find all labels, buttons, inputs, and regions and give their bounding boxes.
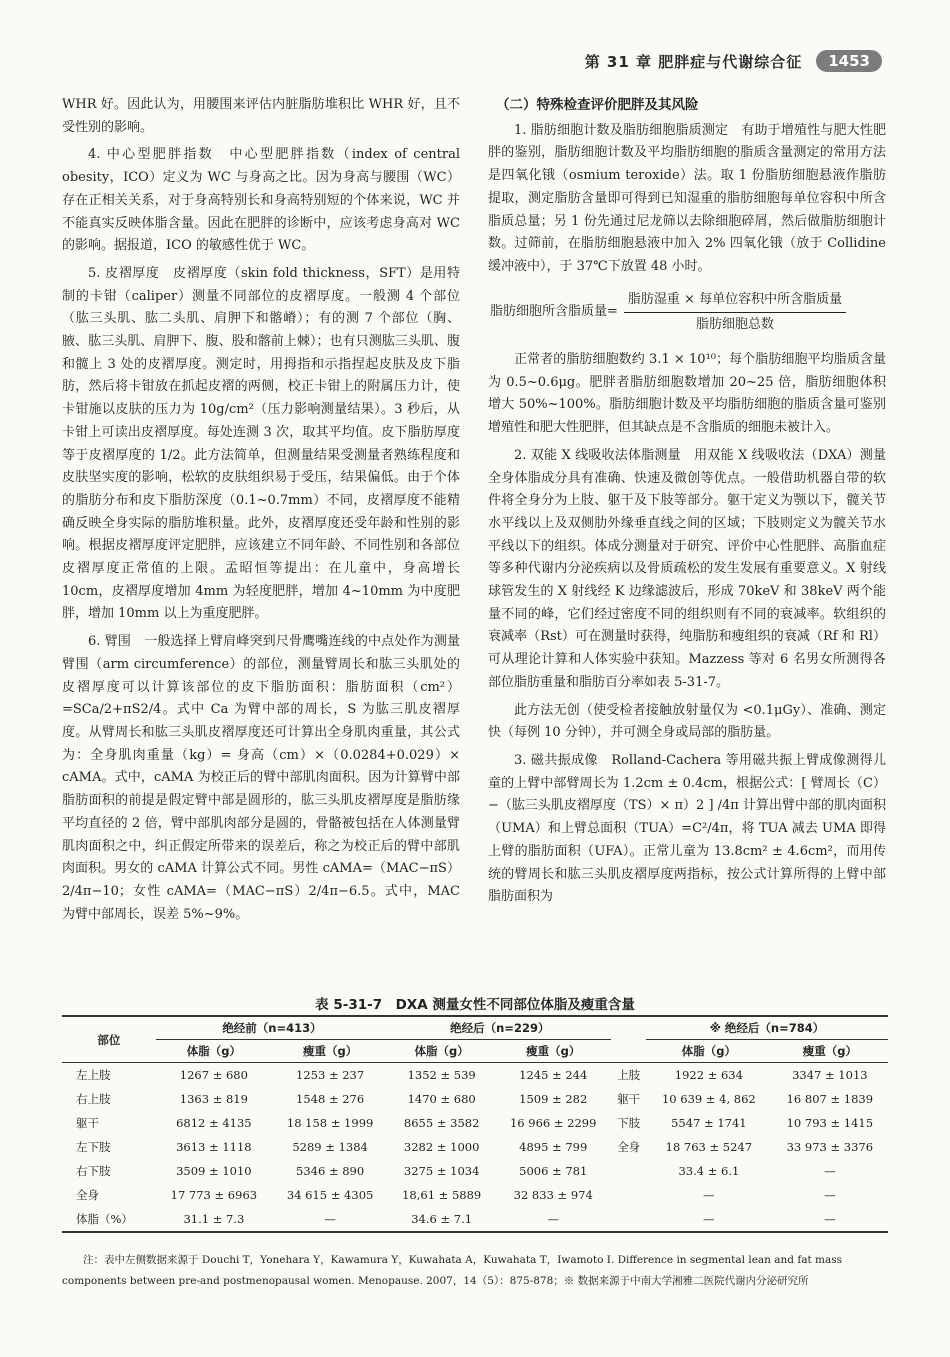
paragraph: WHR 好。因此认为，用腰围来评估内脏脂肪堆积比 WHR 好，且不受性别的影响。 xyxy=(62,97,460,135)
table-cell: 18 158 ± 1999 xyxy=(286,1116,374,1130)
table-row xyxy=(62,1159,888,1183)
table-cell: 躯干 xyxy=(617,1092,641,1106)
table-cell: 3275 ± 1034 xyxy=(403,1164,480,1178)
formula-lhs: 脂肪细胞所含脂质量= xyxy=(490,304,618,320)
table-cell: 1253 ± 237 xyxy=(272,1063,388,1088)
table-cell: 3613 ± 1118 xyxy=(176,1140,252,1154)
group-header: ※ 绝经后（n=784） xyxy=(646,1016,888,1040)
table-cell: 5346 ± 890 xyxy=(296,1164,365,1178)
paragraph: 此方法无创（使受检者接触放射量仅为 <0.1μGy）、准确、测定快（每例 10 分钟），并可测全身或局部的脂肪量。 xyxy=(488,702,886,741)
table-cell: 1267 ± 680 xyxy=(156,1063,272,1088)
sub-header: 瘦重（g） xyxy=(802,1044,857,1058)
table-cell: 6812 ± 4135 xyxy=(176,1116,252,1130)
table-cell: 16 966 ± 2299 xyxy=(509,1116,597,1130)
table-cell: 右下肢 xyxy=(76,1164,111,1178)
table-cell: 左下肢 xyxy=(76,1140,111,1154)
table-cell: 全身 xyxy=(76,1188,99,1202)
sub-header: 瘦重（g） xyxy=(526,1044,581,1058)
table-cell: — xyxy=(772,1207,888,1232)
formula xyxy=(490,289,886,337)
table-cell: 下肢 xyxy=(617,1116,641,1130)
table-cell: 18 763 ± 5247 xyxy=(665,1140,753,1154)
table-cell: 上肢 xyxy=(611,1063,646,1088)
dxa-table xyxy=(62,1015,888,1233)
table-row xyxy=(62,1111,888,1135)
table-cell: 34 615 ± 4305 xyxy=(286,1188,374,1202)
table-note xyxy=(62,1250,888,1292)
sub-header: 体脂（g） xyxy=(186,1044,241,1058)
section-heading: （二）特殊检查评价肥胖及其风险 xyxy=(496,97,699,113)
table-cell: 3347 ± 1013 xyxy=(772,1063,888,1088)
table-cell: 18,61 ± 5889 xyxy=(402,1188,482,1202)
paragraph: 2. 双能 X 线吸收法体脂测量 用双能 X 线吸收法（DXA）测量全身体脂成分具有准确、快速及微创等优点。一般借助机器自带的软件将全身分为上肢、躯干及下肢等部分。躯干定义为颚以下，髋关节水平线以上及双侧肋外缘垂直线之间的区域；下肢则定义为髋关节水平线以下的组织。体成分测量对于研究、评价中心性肥胖、高脂血症等多种代谢内分泌疾病以及骨质疏松的发生发展有重要意义。X 射线球管发生的 X 射线经 K 边缘滤波后，形成 70keV 和 38keV 两个能量不同的峰，它们经过密度不同的组织则有不同的衰减率。软组织的衰减率（Rst）可在测量时获得，纯脂肪和瘦组织的衰减（Rf 和 Rl）可从理论计算和人体实验中获知。Mazzess 等对 6 名男女所测得各部位脂肪重量和脂肪百分率如表 5-31-7。 xyxy=(488,447,886,690)
col-header-region: 部位 xyxy=(62,1016,156,1063)
group-header: 绝经后（n=229） xyxy=(388,1016,611,1040)
table-cell xyxy=(611,1207,646,1232)
paragraph: 3. 磁共振成像 Rolland-Cachera 等用磁共振上臂成像测得儿童的上臂中部臂周长为 1.2cm ± 0.4cm，根据公式：[ 臂周长（C）−（肱三头肌皮褶厚度（TS）× π）2 ] /4π 计算出臂中部的肌肉面积（UMA）和上臂总面积（TUA）=C²/4π，将 TUA 减去 UMA 即得上臂的脂肪面积（UFA）。正常儿童为 13.8cm² ± 4.6cm²，而用传统的臂周长和肱三头肌皮褶厚度两指标，按公式计算所得的上臂中部脂肪面积为 xyxy=(488,752,886,905)
table-cell: 33.4 ± 6.1 xyxy=(678,1164,740,1178)
table-cell: 10 793 ± 1415 xyxy=(786,1116,874,1130)
table-cell: 5289 ± 1384 xyxy=(292,1140,368,1154)
table-cell: — xyxy=(703,1188,715,1202)
table-cell: 1922 ± 634 xyxy=(646,1063,772,1088)
table-cell: 1470 ± 680 xyxy=(407,1092,476,1106)
table-cell: — xyxy=(646,1207,772,1232)
table-cell: 17 773 ± 6963 xyxy=(170,1188,258,1202)
table-cell: 31.1 ± 7.3 xyxy=(156,1207,272,1232)
table-cell: 躯干 xyxy=(76,1116,99,1130)
formula-denominator: 脂肪细胞总数 xyxy=(695,317,774,333)
sub-header: 体脂（g） xyxy=(681,1044,736,1058)
table-cell: 3282 ± 1000 xyxy=(403,1140,480,1154)
sub-header: 体脂（g） xyxy=(414,1044,469,1058)
running-header xyxy=(585,50,882,72)
table-cell: 16 807 ± 1839 xyxy=(786,1092,874,1106)
table-cell: 1245 ± 244 xyxy=(495,1063,611,1088)
table-cell: 体脂（%） xyxy=(62,1207,156,1232)
paragraph: 4. 中心型肥胖指数 中心型肥胖指数（index of central obesity，ICO）定义为 WC 与身高之比。因为身高与腰围（WC）存在正相关关系，对于身高特别长和身高特别短的个体来说，WC 并不能真实反映体脂含量。因此在肥胖的诊断中，应该考虑身高对 WC 的影响。据报道，ICO 的敏感性优于 WC。 xyxy=(62,147,460,254)
table-cell: 1509 ± 282 xyxy=(519,1092,588,1106)
table-row xyxy=(62,1135,888,1159)
table-cell: 8655 ± 3582 xyxy=(403,1116,480,1130)
table-cell: 32 833 ± 974 xyxy=(513,1188,593,1202)
table-caption: 表 5-31-7 DXA 测量女性不同部位体脂及瘦重含量 xyxy=(315,997,635,1013)
table-cell: — xyxy=(824,1164,836,1178)
table-cell xyxy=(611,1159,646,1183)
table-cell: 33 973 ± 3376 xyxy=(786,1140,874,1154)
table-row xyxy=(62,1183,888,1207)
table-cell: — xyxy=(495,1207,611,1232)
table-cell: 4895 ± 799 xyxy=(519,1140,588,1154)
table-body xyxy=(62,1063,888,1233)
table-cell: 右上肢 xyxy=(76,1092,111,1106)
formula-fraction xyxy=(624,289,846,337)
right-column xyxy=(488,94,886,914)
left-column xyxy=(62,94,460,931)
table-cell: 全身 xyxy=(617,1140,641,1154)
table-cell: 3509 ± 1010 xyxy=(176,1164,252,1178)
table-cell xyxy=(611,1183,646,1207)
sub-header: 瘦重（g） xyxy=(302,1044,358,1058)
table-cell: 34.6 ± 7.1 xyxy=(388,1207,495,1232)
table-cell: — xyxy=(272,1207,388,1232)
table-cell: 5006 ± 781 xyxy=(519,1164,588,1178)
paragraph: 正常者的脂肪细胞数约 3.1 × 10¹⁰；每个脂肪细胞平均脂质含量为 0.5~0.6μg。肥胖者脂肪细胞数增加 20~25 倍，脂肪细胞体积增大 50%~100%。脂肪细胞计数及平均脂肪细胞的脂质含量可鉴别增殖性和肥大性肥胖，但其缺点是不含脂质的细胞未被计入。 xyxy=(488,352,886,436)
table-cell: 10 639 ± 4, 862 xyxy=(661,1092,756,1106)
paragraph: 1. 脂肪细胞计数及脂肪细胞脂质测定 有助于增殖性与肥大性肥胖的鉴别，脂肪细胞计数及平均脂肪细胞的脂质含量测定的常用方法是四氧化锇（osmium teroxide）法。取 1 份脂肪细胞悬液作脂肪提取，测定脂肪含量即可得到已知湿重的脂肪细胞每单位容积中所含脂质总量；另 1 份先通过尼龙筛以去除细胞碎屑，然后做脂肪细胞计数。过筛前，在脂肪细胞悬液中加入 2% 四氧化锇（放于 Collidine 缓冲液中），于 37℃下放置 48 小时。 xyxy=(488,122,886,274)
chapter-title: 第 31 章 肥胖症与代谢综合征 xyxy=(584,52,803,71)
table-row xyxy=(62,1087,888,1111)
table-cell: 左上肢 xyxy=(62,1063,156,1088)
group-header: 绝经前（n=413） xyxy=(156,1016,389,1040)
page-number: 1453 xyxy=(816,50,882,72)
formula-numerator: 脂肪湿重 × 每单位容积中所含脂质量 xyxy=(624,289,846,314)
col-header-blank xyxy=(611,1016,646,1063)
paragraph: 5. 皮褶厚度 皮褶厚度（skin fold thickness，SFT）是用特制的卡钳（caliper）测量不同部位的皮褶厚度。一般测 4 个部位（肱三头肌、肱二头肌、肩胛下和髂嵴）；有的测 7 个部位（胸、腋、肱三头肌、肩胛下、腹、股和髂前上棘）；也有只测肱三头肌、腹和髋上 3 处的皮褶厚度。测定时，用拇指和示指捏起皮肤及皮下脂肪，然后将卡钳放在抓起皮褶的两侧，校正卡钳上的附属压力计，使卡钳施以皮肤的压力为 10g/cm²（压力影响测量结果）。3 秒后，从卡钳上可读出皮褶厚度。每处连测 3 次，取其平均值。皮下脂肪厚度等于皮褶厚度的 1/2。此方法简单，但测量结果受测量者熟练程度和皮肤坚实度的影响，松软的皮肤组织易于受压，结果偏低。由于个体的脂肪分布和皮下脂肪深度（0.1~0.7mm）不同，皮褶厚度不能精确反映全身实际的脂肪堆积量。此外，皮褶厚度还受年龄和性别的影响。根据皮褶厚度评定肥胖，应该建立不同年龄、不同性别和各部位皮褶厚度正常值的上限。孟昭恒等提出：在儿童中，身高增长 10cm，皮褶厚度增加 4mm 为轻度肥胖，增加 4~10mm 为中度肥胖，增加 10mm 以上为重度肥胖。 xyxy=(62,265,460,622)
table-cell: 1352 ± 539 xyxy=(388,1063,495,1088)
table-cell: — xyxy=(824,1188,836,1202)
paragraph: 6. 臂围 一般选择上臂肩峰突到尺骨鹰嘴连线的中点处作为测量臂围（arm circumference）的部位，测量臂周长和肱三头肌处的皮褶厚度可以计算该部位的皮下脂肪面积：脂肪面积（cm²）=SCa/2+πS2/4。式中 Ca 为臂中部的周长，S 为肱三肌皮褶厚度。从臂周长和肱三头肌皮褶厚度还可计算出全身肌肉重量，其公式为：全身肌肉重量（kg）= 身高（cm）×（0.0284+0.029）× cAMA。式中，cAMA 为校正后的臂中部肌肉面积。因为计算臂中部脂肪面积的前提是假定臂中部是圆形的，肱三头肌皮褶厚度是脂肪缘平均直径的 2 倍，臂中部肌肉部分是圆的，骨骼被包括在人体测量臂肌肉面积之中，纠正假定所带来的误差后，称之为校正后的臂中部肌肉面积。男女的 cAMA 计算公式不同。男性 cAMA=（MAC−πS）2/4π−10；女性 cAMA=（MAC−πS）2/4π−6.5。式中，MAC 为臂中部周长，误差 5%~9%。 xyxy=(62,634,460,922)
note-text: 注：表中左侧数据来源于 Douchi T，Yonehara Y，Kawamura Y，Kuwahata A，Kuwahata T，Iwamoto I. Difference in segmental lean and fat mass components between pre-and postmenopausal women. Menopause. 2007，14（5）：875-878；※ 数据来源于中南大学湘雅二医院代谢内分泌研究所 xyxy=(62,1254,843,1287)
table-row xyxy=(62,1063,888,1088)
table-cell: 1548 ± 276 xyxy=(296,1092,365,1106)
table-row xyxy=(62,1207,888,1232)
table-cell: 5547 ± 1741 xyxy=(671,1116,747,1130)
table-cell: 1363 ± 819 xyxy=(179,1092,248,1106)
